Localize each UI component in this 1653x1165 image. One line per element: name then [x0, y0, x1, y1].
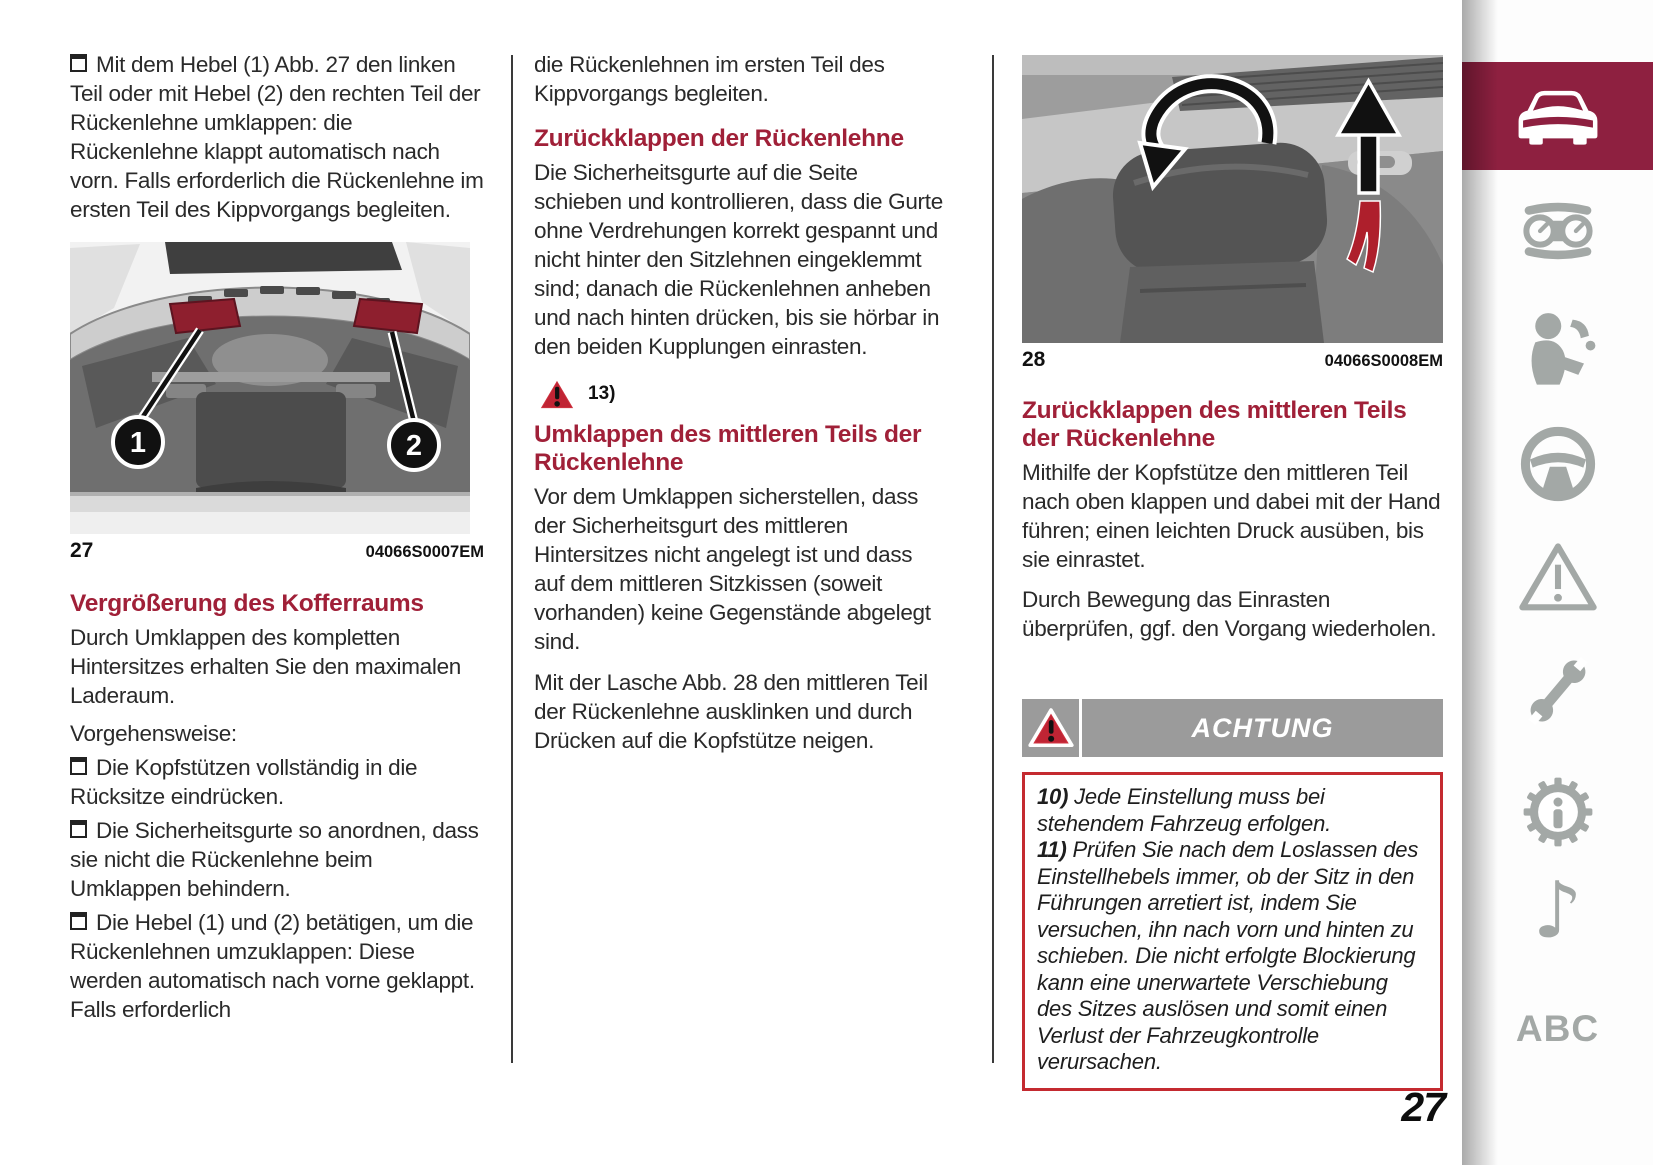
steering-wheel-icon	[1520, 426, 1596, 502]
paragraph: Die Sicherheitsgurte auf die Seite schieben und kontrollieren, dass die Gurte ohne Verdrehungen korrekt gespannt und nicht hinter den Sitzlehnen eingeklemmt sind; danach die Rückenlehnen anheben und nach hinten drücken, bis sie hörbar in den beiden Kupplungen einrasten.	[534, 160, 943, 359]
abc-index-label: ABC	[1515, 1008, 1600, 1049]
section-heading-zurueckklappen: Zurückklappen der Rückenlehne	[534, 125, 904, 152]
intro-bullet-paragraph	[70, 50, 484, 224]
column-divider	[511, 55, 513, 1063]
warning-text-box	[1022, 772, 1443, 1091]
section-heading-kofferraum: Vergrößerung des Kofferraums	[70, 590, 424, 617]
callout-1-label: 1	[129, 427, 147, 459]
warning-reference-row	[536, 375, 943, 413]
dashboard-gauges-icon	[1517, 200, 1599, 262]
figure-code: 04066S0008EM	[1324, 352, 1443, 370]
page-number: 27	[1401, 1084, 1445, 1130]
figure-code: 04066S0007EM	[365, 543, 484, 561]
bullet-square-icon	[70, 54, 87, 72]
warning-triangle-outline-icon	[1518, 540, 1598, 612]
paragraph: Durch Bewegung das Einrasten überprüfen, ggf. den Vorgang wiederholen.	[1022, 587, 1437, 641]
info-gear-icon	[1520, 774, 1596, 850]
bullet-item: Die Kopfstützen vollständig in die Rücksitze eindrücken.	[70, 755, 418, 809]
paragraph: Vor dem Umklappen sicherstellen, dass der Sicherheitsgurt des mittleren Hintersitzes nicht angelegt ist und dass auf dem mittleren Sitzkissen (soweit vorhanden) keine Gegenstände abgelegt sind.	[534, 484, 931, 654]
car-front-icon	[1515, 87, 1601, 145]
trunk-view-illustration	[70, 242, 470, 534]
music-note-icon: ♪	[1532, 866, 1583, 956]
warning-triangle-icon	[1028, 707, 1074, 749]
bullet-square-icon	[70, 757, 87, 775]
paragraph: Mithilfe der Kopfstütze den mittleren Teil nach oben klappen und dabei mit der Hand führen; einen leichten Druck ausüben, bis sie einrastet.	[1022, 460, 1441, 572]
bullet-square-icon	[70, 912, 87, 930]
paragraph: Durch Umklappen des kompletten Hintersitzes erhalten Sie den maximalen Laderaum.	[70, 625, 461, 708]
paragraph: Vorgehensweise:	[70, 721, 237, 746]
figure-27-trunk-illustration	[70, 242, 484, 534]
airbag-person-icon	[1519, 310, 1597, 386]
column-1	[70, 50, 484, 1029]
warning-item-text: Prüfen Sie nach dem Loslassen des Einstellhebels immer, ob der Sitz in den Führungen arretiert ist, indem Sie versuchen, ihn nach vorn und hinten zu schieben. Die nicht erfolgte Blockierung kann eine unerwartete Verschiebung des Sitzes auslösen und somit einen Verlust der Fahrzeugkontrolle verursachen.	[1037, 837, 1419, 1074]
intro-bullet-text: Mit dem Hebel (1) Abb. 27 den linken Teil oder mit Hebel (2) den rechten Teil der Rückenlehne umklappen: die Rückenlehne klappt automatisch nach vorn. Falls erforderlich die Rückenlehne im ersten Teil des Kippvorgangs begleiten.	[70, 52, 484, 222]
section-heading-umklappen-mittlerer-teil: Umklappen des mittleren Teils der Rückenlehne	[534, 421, 922, 476]
bullet-item: Die Hebel (1) und (2) betätigen, um die Rückenlehnen umzuklappen: Diese werden automatisch nach vorne geklappt. Falls erforderlich	[70, 910, 475, 1022]
continued-paragraph: die Rückenlehnen im ersten Teil des Kippvorgangs begleiten.	[534, 52, 885, 106]
warning-item-number: 10)	[1037, 784, 1069, 809]
figure-28-headrest-illustration	[1022, 55, 1443, 343]
column-3	[1022, 55, 1443, 1091]
wrench-icon	[1519, 652, 1597, 730]
figure-number: 27	[70, 539, 94, 562]
sidebar-shadow	[1462, 0, 1498, 1165]
callout-2-label: 2	[405, 430, 423, 462]
column-2	[534, 50, 943, 764]
bullet-square-icon	[70, 820, 87, 838]
achtung-warning-header	[1022, 699, 1443, 757]
achtung-triangle-cell	[1022, 699, 1079, 757]
figure-number: 28	[1022, 348, 1046, 371]
headrest-illustration	[1022, 55, 1443, 343]
warning-item-text: Jede Einstellung muss bei stehendem Fahrzeug erfolgen.	[1037, 784, 1332, 836]
paragraph: Mit der Lasche Abb. 28 den mittleren Teil der Rückenlehne ausklinken und durch Drücken auf die Kopfstütze neigen.	[534, 670, 928, 753]
achtung-title: ACHTUNG	[1082, 699, 1443, 757]
column-divider	[992, 55, 994, 1063]
warning-item-number: 11)	[1037, 837, 1067, 862]
warning-triangle-icon	[536, 375, 578, 413]
warning-reference-number: 13)	[588, 383, 616, 404]
chapter-tab-sidebar	[1462, 0, 1653, 1165]
bullet-item: Die Sicherheitsgurte so anordnen, dass sie nicht die Rückenlehne beim Umklappen behindern.	[70, 818, 479, 901]
section-heading-zurueckklappen-mittlerer-teil: Zurückklappen des mittleren Teils der Rückenlehne	[1022, 397, 1407, 452]
figure-28-caption	[1022, 348, 1443, 373]
figure-27-caption	[70, 539, 484, 564]
